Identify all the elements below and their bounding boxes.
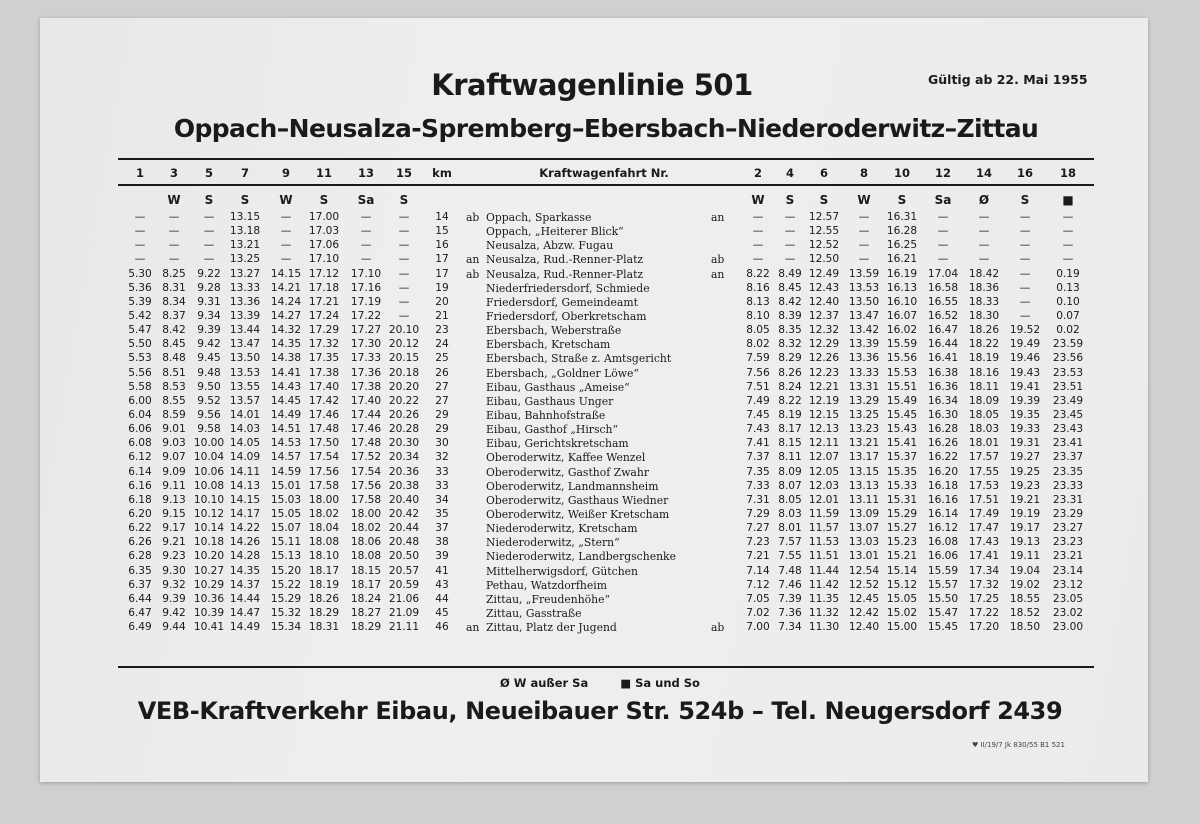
timetable-row: — — — 13.25 — 17.10 — — 17 an Neusalza, Rud.-Renner-Platz ab — — 12.50 — 16.21 — — — — bbox=[134, 253, 1074, 267]
legend-w-except-sa: Ø W außer Sa bbox=[500, 676, 589, 690]
stop-name: Mittelherwigsdorf, Gütchen bbox=[486, 564, 638, 578]
stop-name: Oppach, „Heiterer Blick“ bbox=[486, 225, 624, 239]
timetable-row: 5.50 8.45 9.42 13.47 14.35 17.32 17.30 20.12 24 Ebersbach, Kretscham 8.02 8.32 12.29 13.39 15.59 16.44 18.22 19.49 23.59 bbox=[128, 338, 1084, 352]
stop-name: Niederfriedersdorf, Schmiede bbox=[486, 281, 650, 295]
stop-name: Ebersbach, Straße z. Amtsgericht bbox=[486, 352, 672, 366]
stop-name: Zittau, Gasstraße bbox=[486, 606, 582, 620]
timetable-row: 6.20 9.15 10.12 14.17 15.05 18.02 18.00 20.42 35 Oberoderwitz, Weißer Kretscham 7.29 8.03 11.59 13.09 15.29 16.14 17.49 19.19 23.29 bbox=[128, 507, 1084, 521]
stop-name: Friedersdorf, Oberkretscham bbox=[486, 309, 647, 323]
timetable-body bbox=[0, 211, 1200, 635]
stop-name: Pethau, Watzdorfheim bbox=[486, 578, 607, 592]
timetable-row: 6.49 9.44 10.41 14.49 15.34 18.31 18.29 21.11 46 an Zittau, Platz der Jugend ab 7.00 7.34 11.30 12.40 15.00 15.45 17.20 18.50 23.00 bbox=[128, 621, 1084, 635]
day-marks-row: W S S W S Sa S W S S W S Sa Ø S ■ bbox=[167, 193, 1074, 207]
timetable-row: 6.16 9.11 10.08 14.13 15.01 17.58 17.56 20.38 33 Oberoderwitz, Landmannsheim 7.33 8.07 12.03 13.13 15.33 16.18 17.53 19.23 23.33 bbox=[128, 479, 1084, 493]
timetable-row: 5.53 8.48 9.45 13.50 14.38 17.35 17.33 20.15 25 Ebersbach, Straße z. Amtsgericht 7.59 8.29 12.26 13.36 15.56 16.41 18.19 19.46 23.56 bbox=[128, 352, 1084, 366]
stop-name: Eibau, Gasthaus „Ameise“ bbox=[486, 380, 630, 394]
company-footer: VEB-Kraftverkehr Eibau, Neueibauer Str. 524b – Tel. Neugersdorf 2439 bbox=[137, 697, 1063, 725]
stop-name: Eibau, Bahnhofstraße bbox=[486, 408, 606, 422]
stop-name: Ebersbach, Weberstraße bbox=[486, 324, 622, 338]
timetable-row: 6.14 9.09 10.06 14.11 14.59 17.56 17.54 20.36 33 Oberoderwitz, Gasthof Zwahr 7.35 8.09 12.05 13.15 15.35 16.20 17.55 19.25 23.35 bbox=[128, 465, 1084, 479]
timetable-row: — — — 13.15 — 17.00 — — 14 ab Oppach, Sparkasse an — — 12.57 — 16.31 — — — — bbox=[134, 211, 1074, 224]
timetable-row: 5.58 8.53 9.50 13.55 14.43 17.40 17.38 20.20 27 Eibau, Gasthaus „Ameise“ 7.51 8.24 12.21 13.31 15.51 16.36 18.11 19.41 23.51 bbox=[128, 380, 1084, 394]
timetable-row: 6.28 9.23 10.20 14.28 15.13 18.10 18.08 20.50 39 Niederoderwitz, Landbergschenke 7.21 7.55 11.51 13.01 15.21 16.06 17.41 19.11 23.21 bbox=[128, 550, 1084, 564]
timetable-row: 6.04 8.59 9.56 14.01 14.49 17.46 17.44 20.26 29 Eibau, Bahnhofstraße 7.45 8.19 12.15 13.25 15.45 16.30 18.05 19.35 23.45 bbox=[128, 408, 1084, 422]
stop-name: Neusalza, Rud.-Renner-Platz bbox=[486, 267, 644, 281]
timetable-row: 6.35 9.30 10.27 14.35 15.20 18.17 18.15 20.57 41 Mittelherwigsdorf, Gütchen 7.14 7.48 11.44 12.54 15.14 15.59 17.34 19.04 23.14 bbox=[128, 564, 1084, 578]
timetable-row: 6.12 9.07 10.04 14.09 14.57 17.54 17.52 20.34 32 Oberoderwitz, Kaffee Wenzel 7.37 8.11 12.07 13.17 15.37 16.22 17.57 19.27 23.37 bbox=[128, 451, 1084, 465]
timetable-row: 6.44 9.39 10.36 14.44 15.29 18.26 18.24 21.06 44 Zittau, „Freudenhöhe“ 7.05 7.39 11.35 12.45 15.05 15.50 17.25 18.55 23.05 bbox=[128, 592, 1084, 606]
timetable-row: 6.08 9.03 10.00 14.05 14.53 17.50 17.48 20.30 30 Eibau, Gerichtskretscham 7.41 8.15 12.11 13.21 15.41 16.26 18.01 19.31 23.41 bbox=[128, 437, 1084, 451]
top-rule bbox=[118, 158, 1094, 160]
stop-name: Ebersbach, „Goldner Löwe“ bbox=[486, 366, 639, 380]
stop-name: Oberoderwitz, Kaffee Wenzel bbox=[486, 451, 646, 465]
timetable-row: 5.39 8.34 9.31 13.36 14.24 17.21 17.19 — 20 Friedersdorf, Gemeindeamt 8.13 8.42 12.40 13.50 16.10 16.55 18.33 — 0.10 bbox=[128, 295, 1080, 309]
stop-name: Ebersbach, Kretscham bbox=[486, 338, 611, 352]
column-header-row: 1 3 5 7 9 11 13 15 km Kraftwagenfahrt Nr. 2 4 6 8 10 12 14 16 18 bbox=[135, 166, 1077, 180]
stop-name: Eibau, Gasthof „Hirsch“ bbox=[486, 423, 619, 437]
stop-name: Niederoderwitz, Landbergschenke bbox=[486, 550, 676, 564]
valid-from-note: Gültig ab 22. Mai 1955 bbox=[928, 72, 1088, 87]
line-title: Kraftwagenlinie 501 bbox=[431, 68, 753, 102]
header-rule bbox=[118, 184, 1094, 186]
timetable-row: — — — 13.18 — 17.03 — — 15 Oppach, „Heiterer Blick“ — — 12.55 — 16.28 — — — — bbox=[134, 225, 1074, 239]
stop-name: Neusalza, Abzw. Fugau bbox=[486, 239, 614, 253]
stop-name: Zittau, „Freudenhöhe“ bbox=[486, 592, 611, 606]
arrival-departure-mark: ab bbox=[711, 253, 725, 267]
arrival-departure-mark: ab bbox=[466, 267, 480, 281]
timetable-row: 6.47 9.42 10.39 14.47 15.32 18.29 18.27 21.09 45 Zittau, Gasstraße 7.02 7.36 11.32 12.42 15.02 15.47 17.22 18.52 23.02 bbox=[128, 606, 1084, 620]
timetable-row: 5.42 8.37 9.34 13.39 14.27 17.24 17.22 — 21 Friedersdorf, Oberkretscham 8.10 8.39 12.37 13.47 16.07 16.52 18.30 — 0.07 bbox=[128, 309, 1080, 323]
timetable-row: 6.37 9.32 10.29 14.37 15.22 18.19 18.17 20.59 43 Pethau, Watzdorfheim 7.12 7.46 11.42 12.52 15.12 15.57 17.32 19.02 23.12 bbox=[128, 578, 1084, 592]
arrival-departure-mark: an bbox=[466, 621, 480, 635]
stop-name: Neusalza, Rud.-Renner-Platz bbox=[486, 253, 644, 267]
timetable-row: 6.06 9.01 9.58 14.03 14.51 17.48 17.46 20.28 29 Eibau, Gasthof „Hirsch“ 7.43 8.17 12.13 13.23 15.43 16.28 18.03 19.33 23.43 bbox=[128, 423, 1084, 437]
timetable-row: 6.18 9.13 10.10 14.15 15.03 18.00 17.58 20.40 34 Oberoderwitz, Gasthaus Wiedner 7.31 8.05 12.01 13.11 15.31 16.16 17.51 19.21 23.31 bbox=[128, 493, 1084, 507]
arrival-departure-mark: an bbox=[466, 253, 480, 267]
timetable-row: — — — 13.21 — 17.06 — — 16 Neusalza, Abzw. Fugau — — 12.52 — 16.25 — — — — bbox=[134, 239, 1074, 253]
timetable-row: 5.47 8.42 9.39 13.44 14.32 17.29 17.27 20.10 23 Ebersbach, Weberstraße 8.05 8.35 12.32 13.42 16.02 16.47 18.26 19.52 0.02 bbox=[128, 324, 1080, 338]
timetable-row: 5.56 8.51 9.48 13.53 14.41 17.38 17.36 20.18 26 Ebersbach, „Goldner Löwe“ 7.56 8.26 12.23 13.33 15.53 16.38 18.16 19.43 23.53 bbox=[128, 366, 1084, 380]
print-code: ♥ II/19/7 Jk 830/55 B1 521 bbox=[972, 741, 1065, 749]
timetable-row: 6.22 9.17 10.14 14.22 15.07 18.04 18.02 20.44 37 Niederoderwitz, Kretscham 7.27 8.01 11.57 13.07 15.27 16.12 17.47 19.17 23.27 bbox=[128, 522, 1084, 536]
stop-name: Oberoderwitz, Gasthaus Wiedner bbox=[486, 493, 669, 507]
route-title: Oppach–Neusalza-Spremberg–Ebersbach–Niederoderwitz–Zittau bbox=[173, 114, 1039, 143]
stop-name: Oberoderwitz, Landmannsheim bbox=[486, 479, 659, 493]
arrival-departure-mark: an bbox=[711, 211, 725, 224]
timetable-row: 5.30 8.25 9.22 13.27 14.15 17.12 17.10 — 17 ab Neusalza, Rud.-Renner-Platz an 8.22 8.49 12.49 13.59 16.19 17.04 18.42 — 0.19 bbox=[128, 267, 1080, 281]
stop-name: Oppach, Sparkasse bbox=[486, 211, 592, 224]
stop-name: Oberoderwitz, Weißer Kretscham bbox=[486, 507, 670, 521]
bottom-rule bbox=[118, 666, 1094, 668]
timetable-row: 6.00 8.55 9.52 13.57 14.45 17.42 17.40 20.22 27 Eibau, Gasthaus Unger 7.49 8.22 12.19 13.29 15.49 16.34 18.09 19.39 23.49 bbox=[128, 394, 1084, 408]
timetable-row: 5.36 8.31 9.28 13.33 14.21 17.18 17.16 — 19 Niederfriedersdorf, Schmiede 8.16 8.45 12.43 13.53 16.13 16.58 18.36 — 0.13 bbox=[128, 281, 1080, 295]
stop-name: Eibau, Gasthaus Unger bbox=[486, 394, 614, 408]
stop-name: Zittau, Platz der Jugend bbox=[486, 621, 617, 635]
stop-name: Niederoderwitz, „Stern“ bbox=[486, 536, 620, 550]
stop-name: Friedersdorf, Gemeindeamt bbox=[486, 295, 638, 309]
stop-name: Eibau, Gerichtskretscham bbox=[486, 437, 629, 451]
timetable-row: 6.26 9.21 10.18 14.26 15.11 18.08 18.06 20.48 38 Niederoderwitz, „Stern“ 7.23 7.57 11.53 13.03 15.23 16.08 17.43 19.13 23.23 bbox=[128, 536, 1084, 550]
arrival-departure-mark: ab bbox=[711, 621, 725, 635]
stop-name: Oberoderwitz, Gasthof Zwahr bbox=[486, 465, 649, 479]
arrival-departure-mark: ab bbox=[466, 211, 480, 224]
stop-name: Niederoderwitz, Kretscham bbox=[486, 522, 638, 536]
arrival-departure-mark: an bbox=[711, 267, 725, 281]
legend bbox=[0, 676, 1200, 690]
legend-sa-und-so: ■ Sa und So bbox=[620, 676, 700, 690]
